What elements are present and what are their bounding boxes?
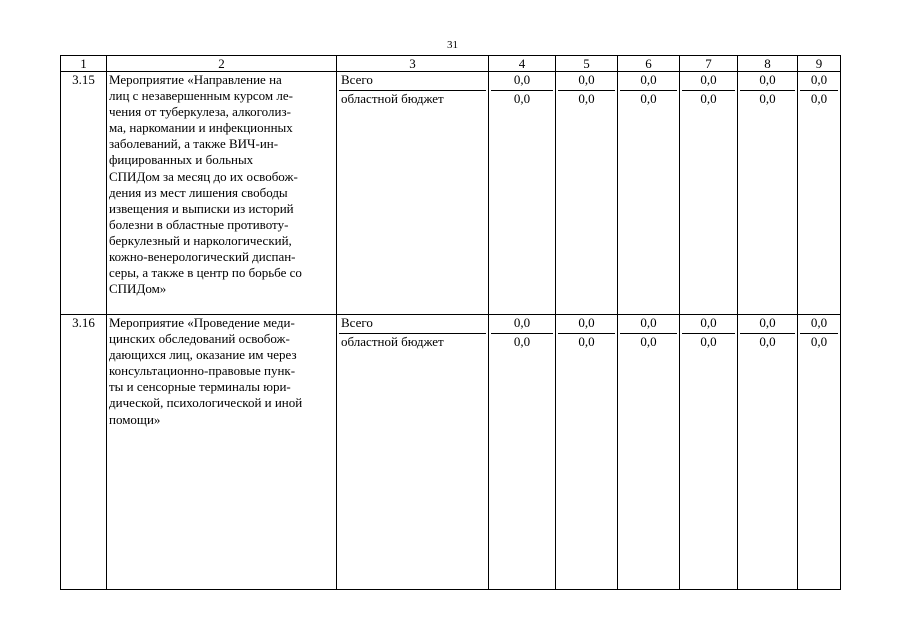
value-regional: 0,0 — [700, 334, 717, 349]
measure-description — [107, 315, 337, 590]
description-line: цинских обследований освобож- — [109, 331, 290, 347]
value-regional: 0,0 — [700, 91, 717, 106]
value-regional: 0,0 — [578, 91, 595, 106]
value-total: 0,0 — [682, 315, 735, 334]
page-number: 31 — [447, 39, 458, 51]
value-total: 0,0 — [558, 72, 615, 91]
header-cell: 5 — [556, 56, 618, 72]
table-row — [61, 72, 841, 315]
header-cell: 8 — [738, 56, 798, 72]
header-cell: 4 — [489, 56, 556, 72]
header-cell: 2 — [107, 56, 337, 72]
funding-source-cell — [337, 72, 489, 315]
funding-source-regional: областной бюджет — [341, 91, 444, 106]
value-cell — [489, 315, 556, 590]
value-cell — [738, 72, 798, 315]
description-line: консультационно-правовые пунк- — [109, 363, 296, 379]
value-cell — [680, 72, 738, 315]
description-line: лиц с незавершенным курсом ле- — [109, 88, 293, 104]
value-total: 0,0 — [491, 315, 553, 334]
description-line: помощи» — [109, 411, 161, 427]
description-line: ты и сенсорные терминалы юри- — [109, 379, 291, 395]
value-total: 0,0 — [740, 315, 795, 334]
value-total: 0,0 — [491, 72, 553, 91]
header-cell: 7 — [680, 56, 738, 72]
value-total: 0,0 — [620, 72, 677, 91]
value-regional: 0,0 — [513, 334, 531, 349]
value-total: 0,0 — [800, 72, 838, 91]
description-line: дической, психологической и иной — [109, 395, 303, 411]
description-line: беркулезный и наркологический, — [109, 232, 292, 248]
value-regional: 0,0 — [640, 334, 657, 349]
program-table — [60, 55, 841, 590]
value-regional: 0,0 — [513, 91, 531, 106]
description-line: СПИДом» — [109, 281, 167, 297]
value-cell — [738, 315, 798, 590]
description-line: фицированных и больных — [109, 152, 254, 168]
header-cell: 6 — [618, 56, 680, 72]
description-line: СПИДом за месяц до их освобож- — [109, 168, 298, 184]
value-regional: 0,0 — [578, 334, 595, 349]
description-line: кожно-венерологический диспан- — [109, 249, 296, 265]
description-line: заболеваний, а также ВИЧ-ин- — [109, 136, 279, 152]
funding-source-cell — [337, 315, 489, 590]
value-total: 0,0 — [740, 72, 795, 91]
value-cell — [556, 315, 618, 590]
value-regional: 0,0 — [810, 91, 828, 106]
description-line: Мероприятие «Проведение меди- — [109, 315, 295, 330]
value-cell — [798, 72, 841, 315]
funding-source-total: Всего — [339, 315, 486, 334]
funding-source-regional: областной бюджет — [341, 334, 444, 349]
description-line: дающихся лиц, оказание им через — [109, 347, 297, 363]
value-total: 0,0 — [558, 315, 615, 334]
description-line: чения от туберкулеза, алкоголиз- — [109, 104, 291, 120]
value-regional: 0,0 — [640, 91, 657, 106]
description-line: извещения и выписки из историй — [109, 200, 294, 216]
description-line: ма, наркомании и инфекционных — [109, 120, 293, 136]
value-total: 0,0 — [682, 72, 735, 91]
table-row — [61, 315, 841, 590]
header-cell: 3 — [337, 56, 489, 72]
measure-description — [107, 72, 337, 315]
row-number: 3.16 — [61, 315, 107, 590]
value-total: 0,0 — [800, 315, 838, 334]
value-cell — [489, 72, 556, 315]
value-regional: 0,0 — [810, 334, 828, 349]
value-cell — [798, 315, 841, 590]
description-line: серы, а также в центр по борьбе со — [109, 265, 302, 281]
value-regional: 0,0 — [759, 91, 776, 106]
row-number: 3.15 — [61, 72, 107, 315]
header-cell: 1 — [61, 56, 107, 72]
description-line: Мероприятие «Направление на — [109, 72, 282, 87]
value-cell — [680, 315, 738, 590]
description-line: болезни в областные противоту- — [109, 216, 289, 232]
header-cell: 9 — [798, 56, 841, 72]
value-regional: 0,0 — [759, 334, 776, 349]
value-cell — [618, 72, 680, 315]
value-total: 0,0 — [620, 315, 677, 334]
header-row — [61, 56, 841, 72]
funding-source-total: Всего — [339, 72, 486, 91]
value-cell — [618, 315, 680, 590]
description-line: дения из мест лишения свободы — [109, 184, 288, 200]
value-cell — [556, 72, 618, 315]
